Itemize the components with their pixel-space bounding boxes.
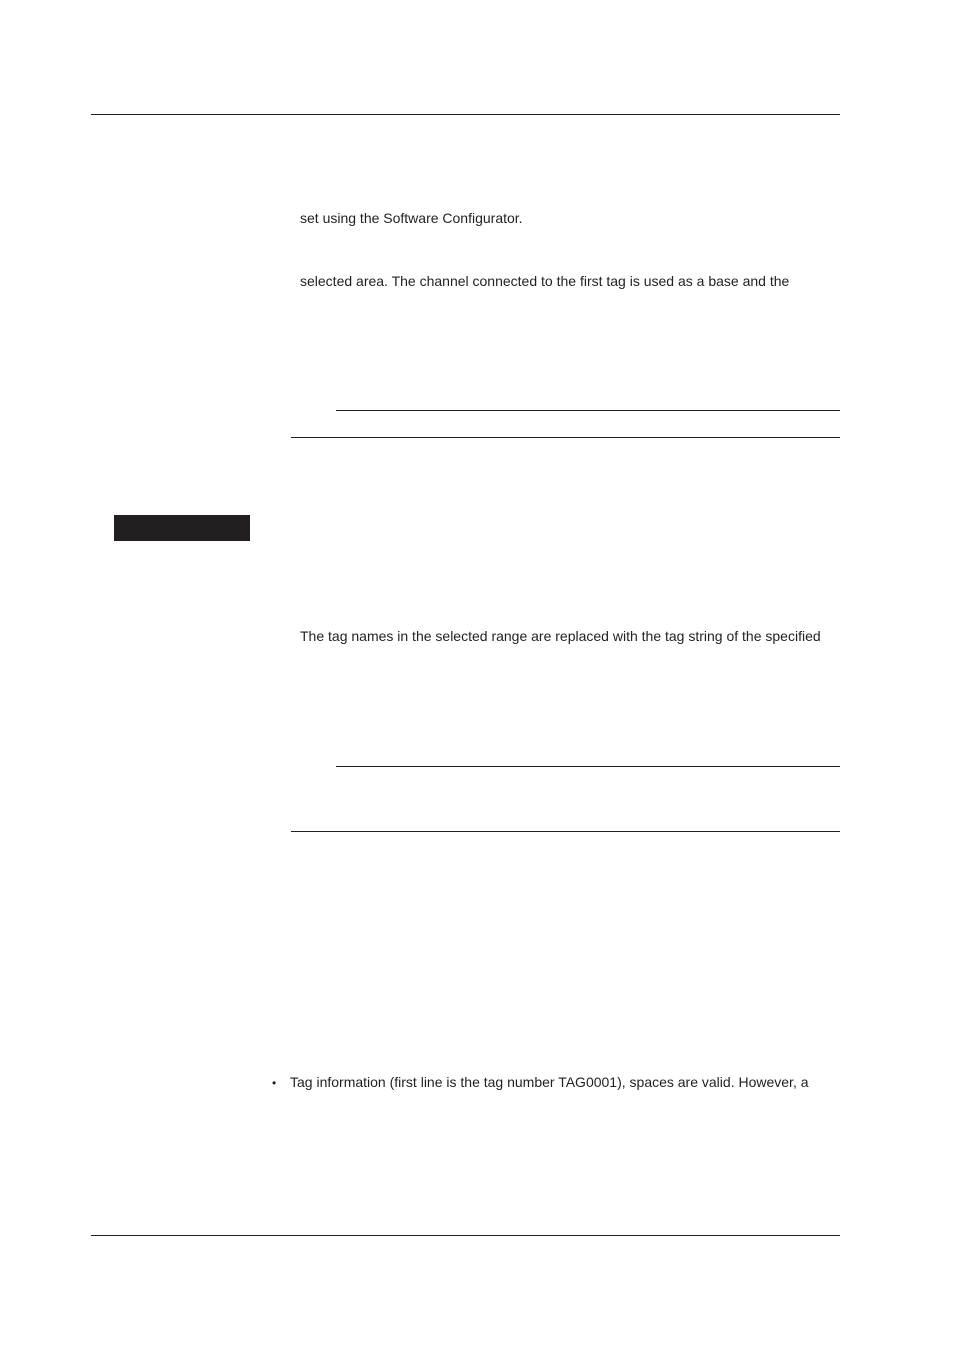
note-bottom-rule	[291, 831, 840, 832]
bullet-icon: •	[272, 1076, 277, 1090]
body-text-line: selected area. The channel connected to the first tag is used as a base and the	[300, 273, 790, 289]
section-tab	[114, 515, 250, 541]
bullet-text: Tag information (first line is the tag number TAG0001), spaces are valid. However, a	[290, 1074, 809, 1090]
header-rule	[91, 114, 840, 115]
body-text-line: set using the Software Configurator.	[300, 210, 523, 226]
note-top-rule	[336, 766, 840, 767]
body-text-line: The tag names in the selected range are replaced with the tag string of the specified	[300, 628, 821, 644]
note-bottom-rule	[291, 437, 840, 438]
footer-rule	[91, 1235, 840, 1236]
note-top-rule	[336, 410, 840, 411]
